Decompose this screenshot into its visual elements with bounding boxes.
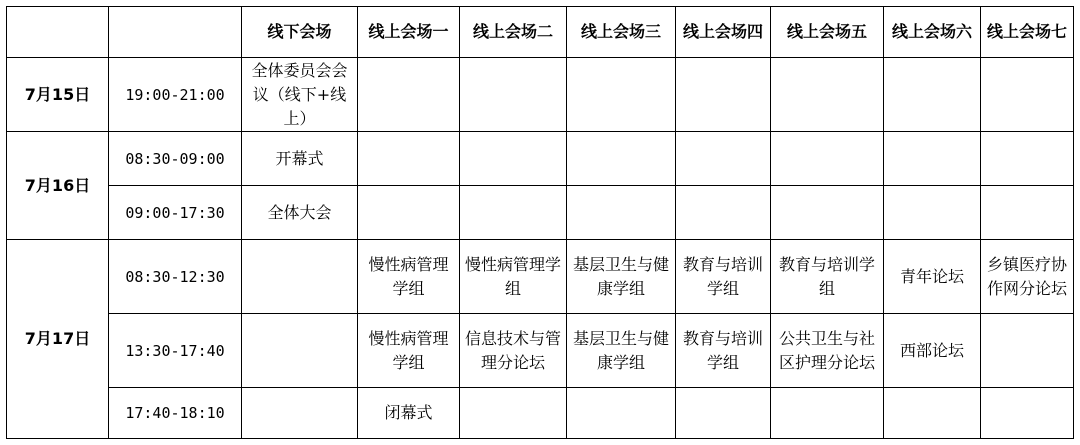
session-cell (358, 132, 460, 186)
session-cell (358, 186, 460, 240)
session-cell (771, 186, 884, 240)
session-cell: 教育与培训学组 (676, 240, 771, 314)
session-cell (460, 132, 567, 186)
session-cell (884, 132, 981, 186)
session-cell (676, 388, 771, 439)
session-cell (884, 186, 981, 240)
date-cell: 7月17日 (7, 240, 109, 439)
header-venue-online-7: 线上会场七 (981, 7, 1074, 58)
session-cell (567, 132, 676, 186)
session-cell (460, 58, 567, 132)
table-row (7, 388, 1074, 439)
session-cell (884, 388, 981, 439)
header-venue-online-3: 线上会场三 (567, 7, 676, 58)
session-cell (460, 388, 567, 439)
time-cell: 08:30-12:30 (109, 240, 242, 314)
time-cell: 13:30-17:40 (109, 314, 242, 388)
session-cell: 慢性病管理学组 (358, 314, 460, 388)
header-blank-time (109, 7, 242, 58)
session-cell (771, 58, 884, 132)
session-cell: 慢性病管理学组 (358, 240, 460, 314)
table-row (7, 58, 1074, 132)
header-venue-online-4: 线上会场四 (676, 7, 771, 58)
time-cell: 08:30-09:00 (109, 132, 242, 186)
header-venue-offline: 线下会场 (242, 7, 358, 58)
session-cell (242, 388, 358, 439)
session-cell: 基层卫生与健康学组 (567, 240, 676, 314)
session-cell (676, 58, 771, 132)
session-cell (358, 58, 460, 132)
table-row (7, 132, 1074, 186)
header-row (7, 7, 1074, 58)
session-cell (981, 186, 1074, 240)
table-row (7, 314, 1074, 388)
session-cell (771, 388, 884, 439)
session-cell (771, 132, 884, 186)
session-cell (981, 132, 1074, 186)
session-cell: 全体委员会会议（线下+线上） (242, 58, 358, 132)
session-cell: 青年论坛 (884, 240, 981, 314)
header-venue-online-6: 线上会场六 (884, 7, 981, 58)
session-cell: 教育与培训学组 (676, 314, 771, 388)
session-cell (981, 314, 1074, 388)
session-cell (567, 388, 676, 439)
session-cell (460, 186, 567, 240)
table-row (7, 186, 1074, 240)
session-cell (567, 186, 676, 240)
session-cell (981, 58, 1074, 132)
session-cell: 西部论坛 (884, 314, 981, 388)
session-cell: 基层卫生与健康学组 (567, 314, 676, 388)
header-blank-date (7, 7, 109, 58)
date-cell: 7月16日 (7, 132, 109, 240)
header-venue-online-1: 线上会场一 (358, 7, 460, 58)
time-cell: 17:40-18:10 (109, 388, 242, 439)
session-cell: 教育与培训学组 (771, 240, 884, 314)
session-cell (981, 388, 1074, 439)
date-cell: 7月15日 (7, 58, 109, 132)
session-cell: 公共卫生与社区护理分论坛 (771, 314, 884, 388)
session-cell: 全体大会 (242, 186, 358, 240)
session-cell (884, 58, 981, 132)
session-cell (567, 58, 676, 132)
session-cell: 信息技术与管理分论坛 (460, 314, 567, 388)
session-cell: 慢性病管理学组 (460, 240, 567, 314)
header-venue-online-2: 线上会场二 (460, 7, 567, 58)
session-cell (676, 132, 771, 186)
session-cell: 开幕式 (242, 132, 358, 186)
time-cell: 09:00-17:30 (109, 186, 242, 240)
table-row (7, 240, 1074, 314)
session-cell: 闭幕式 (358, 388, 460, 439)
session-cell (676, 186, 771, 240)
session-cell (242, 240, 358, 314)
header-venue-online-5: 线上会场五 (771, 7, 884, 58)
time-cell: 19:00-21:00 (109, 58, 242, 132)
schedule-table (6, 6, 1074, 439)
session-cell (242, 314, 358, 388)
session-cell: 乡镇医疗协作网分论坛 (981, 240, 1074, 314)
